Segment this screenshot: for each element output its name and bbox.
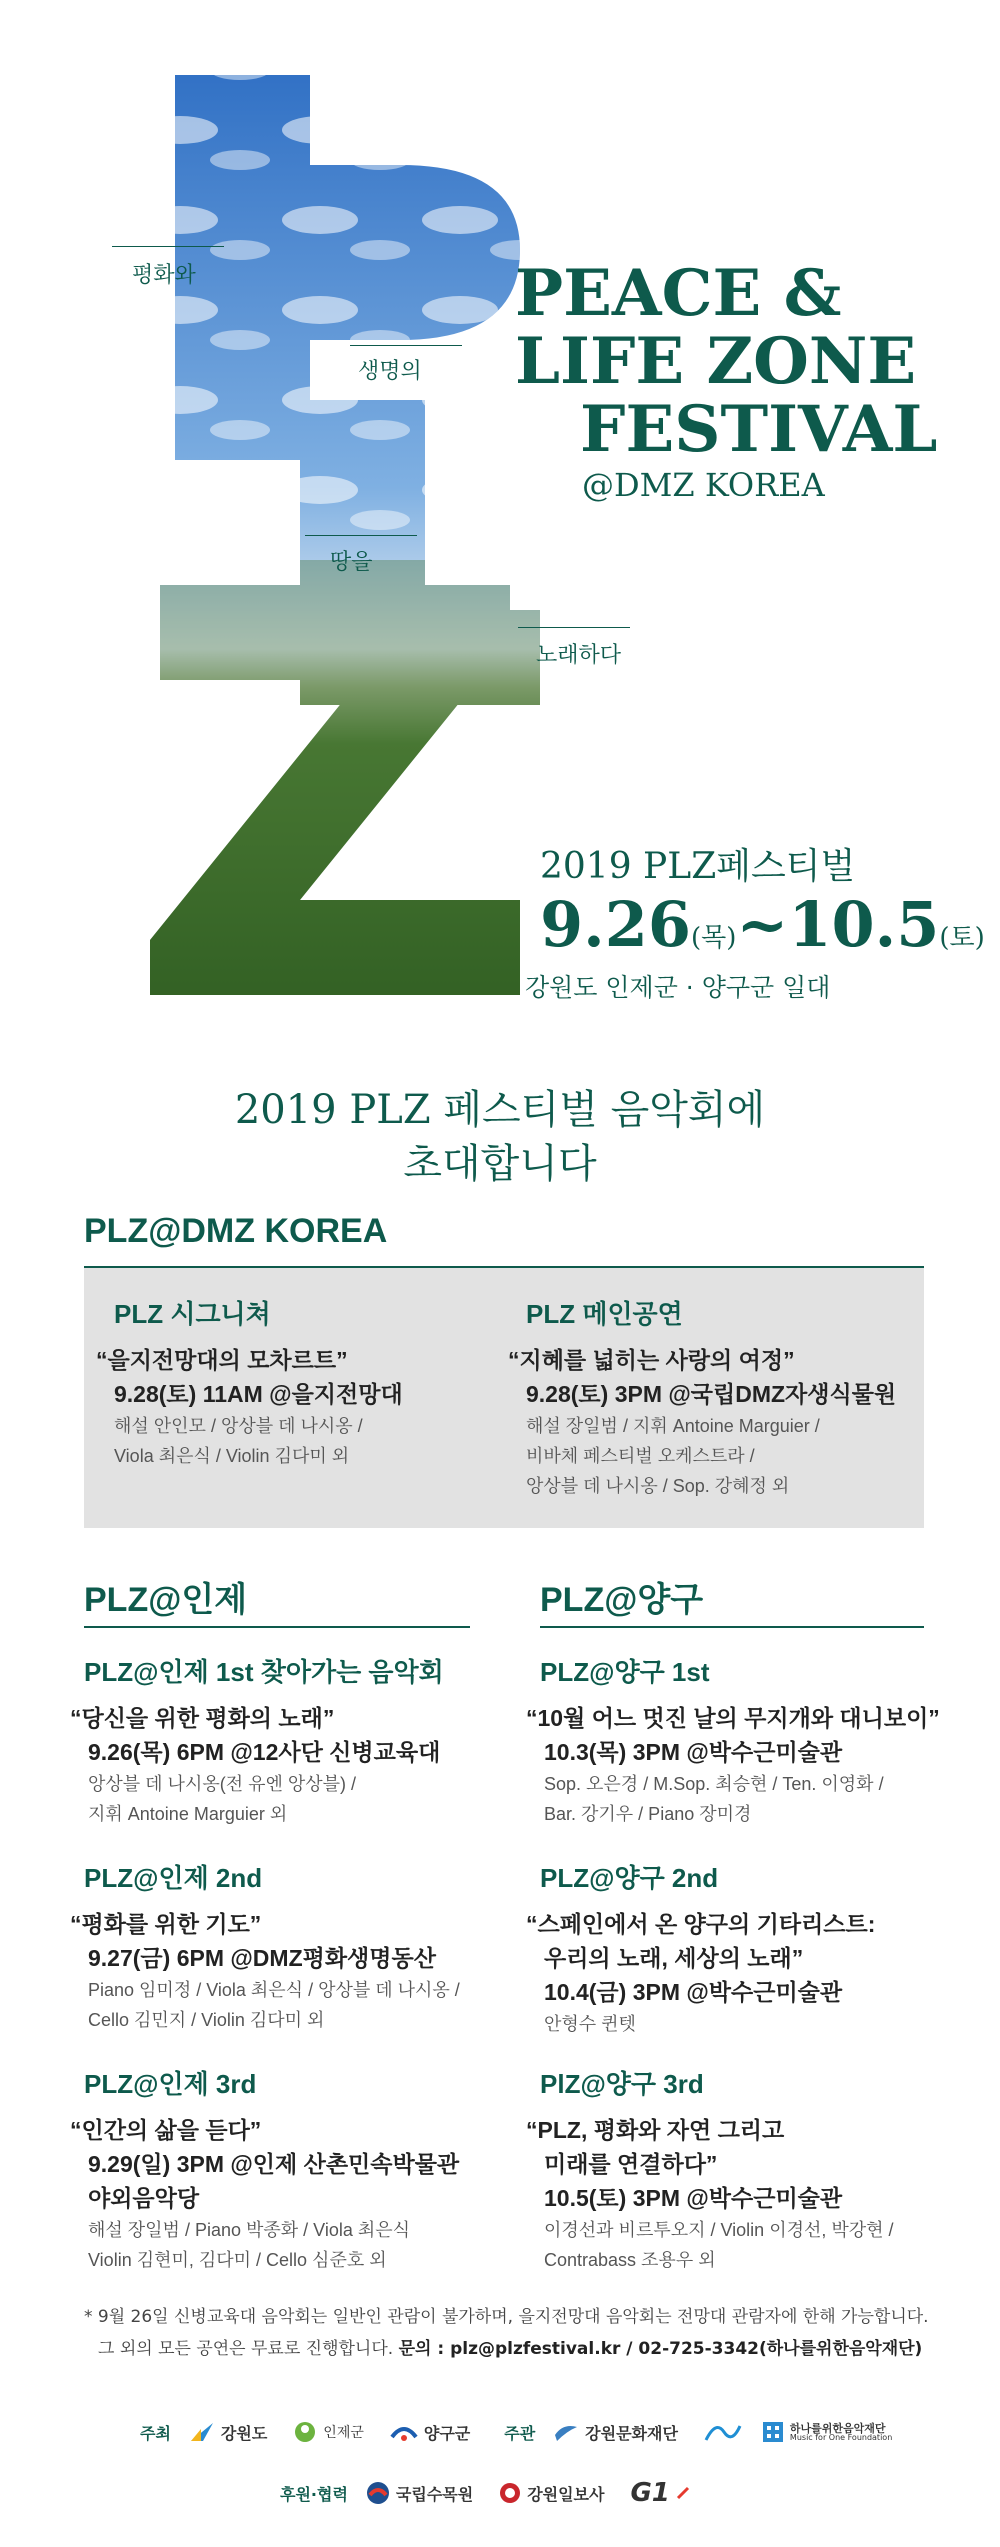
event-title: “스페인에서 온 양구의 기타리스트:	[526, 1911, 876, 1937]
event-detail: Cello 김민지 / Violin 김다미 외	[88, 2010, 325, 2030]
host-label: 주최	[140, 2423, 171, 2443]
arboretum-logo: 국립수목원	[366, 2481, 473, 2505]
event-time: 9.28(토) 3PM @국립DMZ자생식물원	[526, 1381, 897, 1407]
event-detail: Contrabass 조용우 외	[544, 2250, 716, 2270]
event-heading: PLZ 시그니쳐	[114, 1299, 271, 1329]
event-detail: Piano 임미정 / Viola 최은식 / 앙상블 데 나시옹 /	[88, 1980, 460, 2000]
event-detail: 지휘 Antoine Marguier 외	[88, 1804, 288, 1824]
event-inje-2nd	[70, 1858, 460, 2035]
event-time: 9.28(토) 11AM @을지전망대	[114, 1381, 403, 1407]
event-title: “10월 어느 멋진 날의 무지개와 대니보이”	[526, 1705, 940, 1731]
note-contact: 문의 : plz@plzfestival.kr / 02-725-3342(하나를위한음악재단)	[398, 2339, 923, 2359]
event-inje-1st	[70, 1652, 444, 1829]
yanggu-logo: 양구군	[390, 2421, 470, 2444]
music-for-one-icon	[762, 2421, 784, 2443]
festival-title-line3: FESTIVAL	[580, 392, 938, 467]
section-title-inje: PLZ@인제	[84, 1581, 248, 1619]
sponsor-row-1	[140, 2418, 892, 2446]
event-dmz-main	[508, 1294, 896, 1501]
event-time: 10.4(금) 3PM @박수근미술관	[544, 1979, 843, 2005]
inje-logo: 인제군	[293, 2421, 364, 2443]
tag-line	[305, 535, 417, 536]
gangwon-icon	[189, 2421, 215, 2443]
section-rule	[540, 1626, 924, 1628]
event-time: 야외음악당	[88, 2185, 200, 2211]
festival-place: 강원도 인제군 · 양구군 일대	[525, 973, 831, 1002]
section-title-dmz: PLZ@DMZ KOREA	[84, 1212, 388, 1250]
event-detail: Bar. 강기우 / Piano 장미경	[544, 1804, 752, 1824]
event-heading: PLZ@인제 2nd	[84, 1863, 263, 1893]
event-title: “당신을 위한 평화의 노래”	[70, 1705, 335, 1731]
event-detail: 앙상블 데 나시옹 / Sop. 강혜정 외	[526, 1476, 790, 1496]
event-detail: 해설 안인모 / 앙상블 데 나시옹 /	[114, 1416, 363, 1436]
gangwon-culture-icon	[553, 2421, 579, 2443]
gangwon-logo: 강원도	[189, 2421, 267, 2444]
event-title: “평화를 위한 기도”	[70, 1911, 262, 1937]
event-title: “인간의 삶을 듣다”	[70, 2117, 262, 2143]
support-label: 후원·협력	[280, 2484, 348, 2504]
tag-line	[518, 627, 630, 628]
festival-subtitle: @DMZ KOREA	[582, 466, 825, 504]
event-title: “PLZ, 평화와 자연 그리고	[526, 2117, 785, 2143]
event-detail: 해설 장일범 / 지휘 Antoine Marguier /	[526, 1416, 820, 1436]
inje-icon	[293, 2421, 317, 2443]
kangwon-ilbo-logo: 강원일보사	[499, 2482, 604, 2505]
arboretum-icon	[366, 2481, 390, 2505]
event-heading: PLZ@양구 2nd	[540, 1863, 719, 1893]
note-free: 그 외의 모든 공연은 무료로 진행합니다.	[98, 2339, 394, 2359]
event-heading: PLZ 메인공연	[526, 1299, 683, 1329]
yanggu-icon	[390, 2421, 418, 2443]
event-detail: Viola 최은식 / Violin 김다미 외	[114, 1446, 350, 1466]
note-line2	[98, 2334, 922, 2359]
g1-logo: G1	[630, 2478, 689, 2508]
note-line1: * 9월 26일 신병교육대 음악회는 일반인 관람이 불가하며, 을지전망대 음악회는 전망대 관람자에 한해 가능합니다.	[84, 2307, 929, 2327]
event-title: 미래를 연결하다”	[544, 2151, 718, 2177]
tag-line	[112, 246, 224, 247]
event-time: 10.3(목) 3PM @박수근미술관	[544, 1739, 843, 1765]
event-detail: Sop. 오은경 / M.Sop. 최승현 / Ten. 이영화 /	[544, 1774, 884, 1794]
hana-logo	[702, 2418, 742, 2446]
event-inje-3rd	[70, 2064, 459, 2275]
hana-foundation-icon	[702, 2418, 742, 2446]
sponsor-row-2	[280, 2478, 690, 2508]
festival-title-line2: LIFE ZONE	[515, 324, 917, 399]
event-heading: PLZ@인제 1st 찾아가는 음악회	[84, 1657, 444, 1687]
event-detail: 이경선과 비르투오지 / Violin 이경선, 박강현 /	[544, 2220, 894, 2240]
g1-mark-icon	[676, 2486, 690, 2500]
event-detail: 안형수 퀸텟	[544, 2014, 636, 2034]
event-yanggu-3rd	[526, 2064, 894, 2275]
event-time: 9.27(금) 6PM @DMZ평화생명동산	[88, 1945, 436, 1971]
event-title: “지혜를 넓히는 사랑의 여정”	[508, 1347, 795, 1373]
tag-life: 생명의	[358, 359, 422, 384]
festival-dates: 9.26(목)~10.5(토)	[540, 888, 985, 961]
event-detail: Violin 김현미, 김다미 / Cello 심준호 외	[88, 2250, 387, 2270]
section-rule	[84, 1626, 470, 1628]
section-title-yanggu: PLZ@양구	[540, 1581, 704, 1619]
event-heading: PLZ@양구 1st	[540, 1657, 710, 1687]
event-time: 10.5(토) 3PM @박수근미술관	[544, 2185, 843, 2211]
event-heading: PLZ@인제 3rd	[84, 2069, 257, 2099]
kangwon-ilbo-icon	[499, 2482, 521, 2504]
festival-title-line1: PEACE &	[515, 256, 842, 331]
gangwon-culture-logo: 강원문화재단	[553, 2421, 678, 2444]
invite-line1: 2019 PLZ 페스티벌 음악회에	[234, 1087, 766, 1133]
event-time: 9.26(목) 6PM @12사단 신병교육대	[88, 1739, 441, 1765]
event-title: 우리의 노래, 세상의 노래”	[544, 1945, 804, 1971]
event-heading: PlZ@양구 3rd	[540, 2069, 704, 2099]
event-detail: 앙상블 데 나시옹(전 유엔 앙상블) /	[88, 1774, 357, 1794]
tag-line	[350, 345, 462, 346]
event-detail: 해설 장일범 / Piano 박종화 / Viola 최은식	[88, 2220, 411, 2240]
tag-peace: 평화와	[132, 263, 196, 288]
festival-year: 2019 PLZ페스티벌	[540, 846, 856, 887]
tag-sing: 노래하다	[536, 643, 622, 668]
invite-line2: 초대합니다	[403, 1141, 597, 1187]
event-detail: 비바체 페스티벌 오케스트라 /	[526, 1446, 755, 1466]
music-for-one-logo: 하나를위한음악재단 Music for One Foundation	[762, 2421, 892, 2443]
organizer-label: 주관	[504, 2423, 536, 2443]
event-time: 9.29(일) 3PM @인제 산촌민속박물관	[88, 2151, 460, 2177]
event-yanggu-2nd	[526, 1858, 875, 2039]
event-dmz-signature	[96, 1294, 403, 1471]
event-title: “을지전망대의 모차르트”	[96, 1347, 348, 1373]
event-yanggu-1st	[526, 1652, 940, 1829]
tag-land: 땅을	[330, 550, 373, 575]
